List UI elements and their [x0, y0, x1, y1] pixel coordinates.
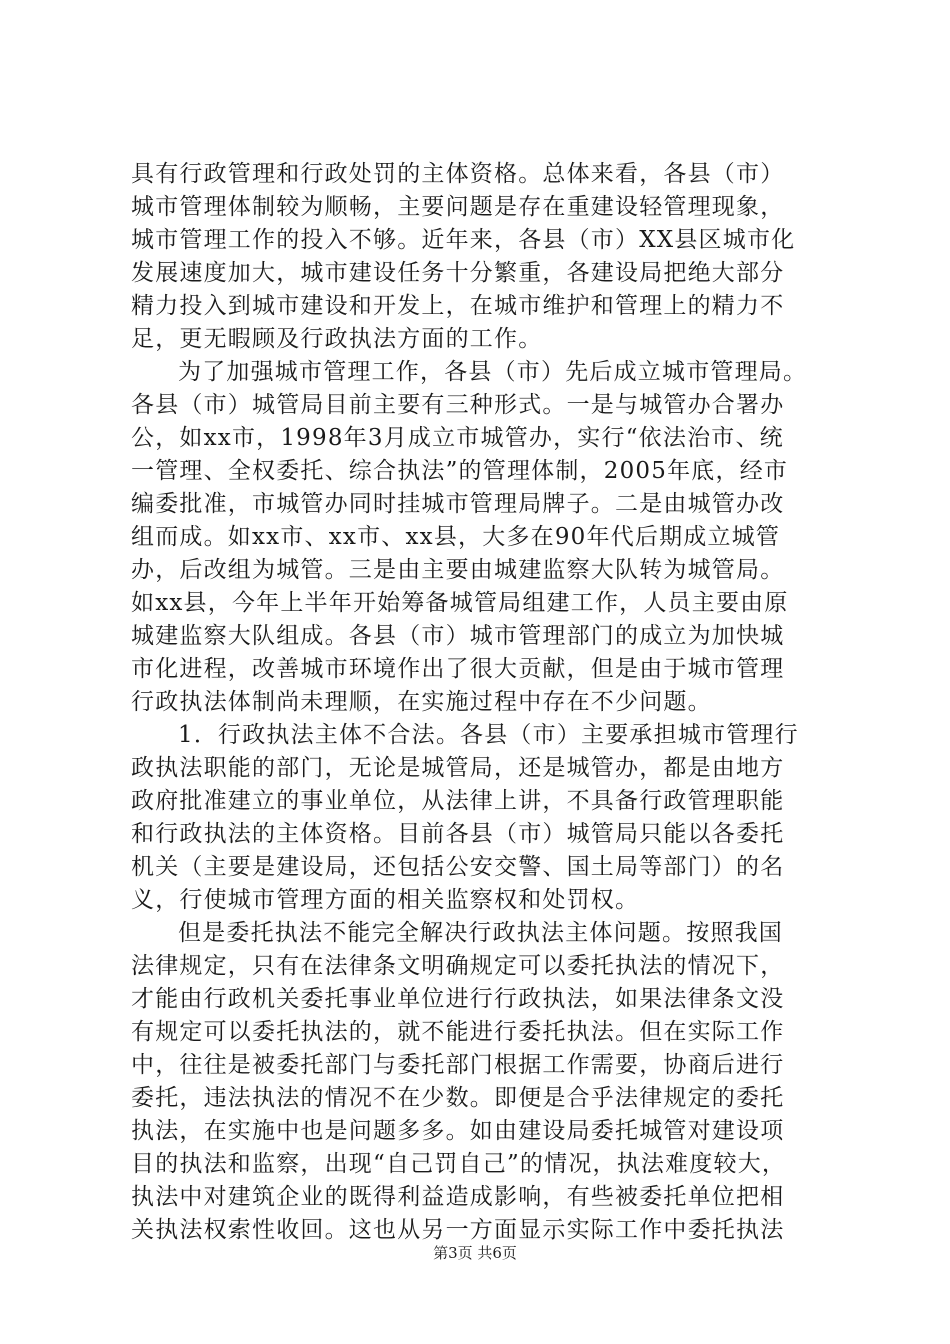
text-line: 城市管理工作的投入不够。近年来，各县（市）XX县区城市化	[131, 227, 796, 253]
text-line: 政执法职能的部门，无论是城管局，还是城管办，都是由地方	[131, 755, 785, 781]
text-line: 义，行使城市管理方面的相关监察权和处罚权。	[131, 887, 640, 913]
text-line: 法律规定，只有在法律条文明确规定可以委托执法的情况下，	[131, 953, 785, 979]
text-line: 目的执法和监察，出现“自己罚自己”的情况，执法难度较大，	[131, 1151, 787, 1177]
text-line: 执法中对建筑企业的既得利益造成影响，有些被委托单位把相	[131, 1184, 785, 1210]
text-line: 各县（市）城管局目前主要有三种形式。一是与城管办合署办	[131, 392, 785, 418]
text-line: 关执法权索性收回。这也从另一方面显示实际工作中委托执法	[131, 1217, 785, 1243]
text-line: 和行政执法的主体资格。目前各县（市）城管局只能以各委托	[131, 821, 785, 847]
text-line: 但是委托执法不能完全解决行政执法主体问题。按照我国	[178, 920, 783, 946]
text-line: 市化进程，改善城市环境作出了很大贡献，但是由于城市管理	[131, 656, 785, 682]
document-body	[131, 158, 831, 1247]
text-line: 行政执法体制尚未理顺，在实施过程中存在不少问题。	[131, 689, 712, 715]
text-line: 编委批准，市城管办同时挂城市管理局牌子。二是由城管办改	[131, 491, 785, 517]
text-line: 如xx县，今年上半年开始筹备城管局组建工作，人员主要由原	[131, 590, 789, 616]
text-line: 政府批准建立的事业单位，从法律上讲，不具备行政管理职能	[131, 788, 785, 814]
text-line: 才能由行政机关委托事业单位进行行政执法，如果法律条文没	[131, 986, 785, 1012]
text-line: 执法，在实施中也是问题多多。如由建设局委托城管对建设项	[131, 1118, 785, 1144]
text-line: 组而成。如xx市、xx市、xx县，大多在90年代后期成立城管	[131, 524, 781, 550]
text-line: 一管理、全权委托、综合执法”的管理体制，2005年底，经市	[131, 458, 789, 484]
text-line: 公，如xx市，1998年3月成立市城管办，实行“依法治市、统	[131, 425, 784, 451]
text-line: 发展速度加大，城市建设任务十分繁重，各建设局把绝大部分	[131, 260, 785, 286]
text-line: 办，后改组为城管。三是由主要由城建监察大队转为城管局。	[131, 557, 785, 583]
text-line: 有规定可以委托执法的，就不能进行委托执法。但在实际工作	[131, 1019, 785, 1045]
text-line: 城建监察大队组成。各县（市）城市管理部门的成立为加快城	[131, 623, 785, 649]
text-line: 机关（主要是建设局，还包括公安交警、国土局等部门）的名	[131, 854, 785, 880]
text-line: 精力投入到城市建设和开发上，在城市维护和管理上的精力不	[131, 293, 785, 319]
text-line: 足，更无暇顾及行政执法方面的工作。	[131, 326, 543, 352]
page-number-footer: 第3页 共6页	[433, 1244, 517, 1262]
text-line: 城市管理体制较为顺畅，主要问题是存在重建设轻管理现象，	[131, 194, 785, 220]
text-line: 具有行政管理和行政处罚的主体资格。总体来看，各县（市）	[131, 161, 785, 187]
text-line: 中，往往是被委托部门与委托部门根据工作需要，协商后进行	[131, 1052, 785, 1078]
text-line: 委托，违法执法的情况不在少数。即便是合乎法律规定的委托	[131, 1085, 785, 1111]
text-line: 1．行政执法主体不合法。各县（市）主要承担城市管理行	[178, 722, 799, 748]
text-line: 为了加强城市管理工作，各县（市）先后成立城市管理局。	[178, 359, 808, 385]
